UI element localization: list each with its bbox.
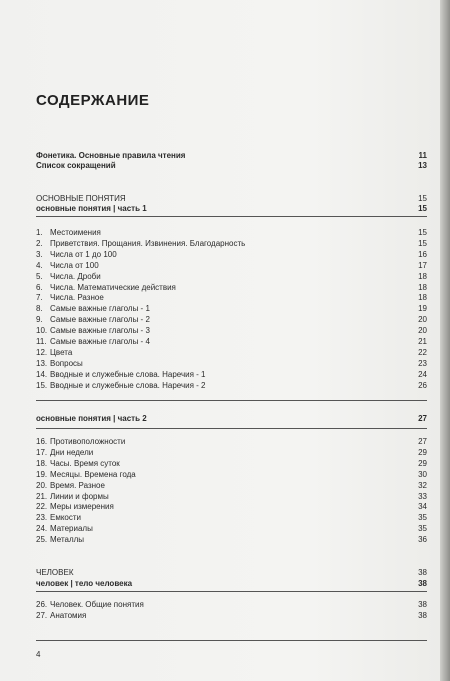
toc-item-number: 19.: [36, 469, 48, 479]
toc-item: [36, 481, 427, 491]
subsection-heading-human-body: [36, 579, 427, 589]
toc-entry-text: Список сокращений: [36, 161, 116, 170]
toc-item-page: 22: [418, 347, 427, 357]
toc-item-page: 30: [418, 469, 427, 479]
toc-entry-page: 11: [418, 151, 427, 160]
page-title: СОДЕРЖАНИЕ: [36, 92, 150, 109]
toc-item-text: Самые важные глаголы - 3: [50, 326, 150, 336]
toc-item-number: 2.: [36, 238, 43, 248]
toc-item: [36, 448, 427, 458]
toc-item-text: Самые важные глаголы - 4: [50, 337, 150, 346]
toc-item-text: Анатомия: [50, 610, 87, 620]
toc-item-text: Цвета: [50, 347, 73, 357]
toc-item-text: Числа от 100: [50, 260, 99, 270]
toc-item-number: 23.: [36, 513, 48, 523]
toc-item-page: 38: [418, 600, 427, 609]
toc-entry-text: Фонетика. Основные правила чтения: [36, 151, 186, 160]
toc-item-page: 23: [418, 358, 427, 368]
toc-item-page: 29: [418, 447, 427, 457]
toc-item-text: Линии и формы: [50, 491, 109, 501]
toc-item-page: 24: [418, 369, 427, 379]
toc-item-text: Емкости: [50, 513, 82, 523]
toc-item-page: 17: [418, 260, 427, 270]
toc-item-text: Числа. Дроби: [50, 271, 101, 281]
toc-item-number: 20.: [36, 480, 48, 490]
toc-item-text: Числа от 1 до 100: [50, 249, 117, 259]
toc-item-number: 15.: [36, 380, 48, 390]
toc-item-number: 16.: [36, 437, 48, 446]
section-heading-text: ОСНОВНЫЕ ПОНЯТИЯ: [36, 194, 126, 203]
toc-item-text: Меры измерения: [50, 502, 114, 512]
toc-item: [36, 359, 427, 369]
toc-item-number: 25.: [36, 535, 48, 545]
toc-item-page: 29: [418, 458, 427, 468]
toc-item-number: 3.: [36, 249, 43, 259]
toc-item-text: Противоположности: [50, 437, 126, 446]
toc-item: [36, 337, 427, 347]
toc-entry-page: 13: [418, 161, 427, 170]
toc-item-number: 7.: [36, 293, 43, 303]
toc-item: [36, 502, 427, 512]
toc-item: [36, 315, 427, 325]
toc-item-number: 9.: [36, 315, 43, 325]
toc-item: [36, 261, 427, 271]
toc-item-text: Вопросы: [50, 358, 83, 368]
toc-item-number: 13.: [36, 358, 48, 368]
toc-item-text: Числа. Математические действия: [50, 282, 176, 292]
toc-item-text: Вводные и служебные слова. Наречия - 1: [50, 369, 206, 379]
toc-item: [36, 492, 427, 502]
toc-item-text: Месяцы. Времена года: [50, 469, 136, 479]
toc-item-page: 38: [418, 610, 427, 620]
toc-item-number: 21.: [36, 491, 48, 501]
toc-item-page: 18: [418, 271, 427, 281]
toc-item-text: Дни недели: [50, 447, 94, 457]
toc-item: [36, 326, 427, 336]
toc-item-page: 19: [418, 304, 427, 314]
toc-item-page: 15: [418, 238, 427, 248]
toc-item: [36, 513, 427, 523]
toc-item-number: 5.: [36, 271, 43, 281]
section-heading-page: 15: [418, 194, 427, 203]
toc-item-number: 24.: [36, 524, 48, 534]
toc-item: [36, 283, 427, 293]
toc-item: [36, 600, 427, 610]
subsection-heading-text: основные понятия | часть 2: [36, 414, 147, 423]
page-number: 4: [36, 650, 41, 659]
toc-item-number: 6.: [36, 282, 43, 292]
subsection-heading-part1: [36, 204, 427, 214]
toc-item: [36, 437, 427, 447]
toc-item-text: Металлы: [50, 535, 85, 545]
toc-item-text: Самые важные глаголы - 1: [50, 304, 150, 314]
section-heading-text: ЧЕЛОВЕК: [36, 568, 74, 577]
toc-item-number: 27.: [36, 610, 48, 620]
section-divider: [36, 428, 427, 429]
subsection-heading-text: человек | тело человека: [36, 579, 133, 588]
toc-item-number: 18.: [36, 458, 48, 468]
toc-item-number: 22.: [36, 502, 48, 512]
toc-entry-phonetics: [36, 151, 427, 161]
subsection-heading-page: 38: [418, 579, 427, 588]
toc-item: [36, 381, 427, 391]
section-heading-basic-concepts: [36, 194, 427, 204]
toc-item-number: 26.: [36, 600, 48, 609]
toc-item: [36, 293, 427, 303]
toc-item-number: 11.: [36, 337, 47, 346]
toc-item-number: 17.: [36, 447, 48, 457]
toc-item-page: 27: [418, 437, 427, 446]
toc-item: [36, 470, 427, 480]
toc-item-page: 32: [418, 480, 427, 490]
toc-item-page: 18: [418, 293, 427, 303]
toc-item: [36, 611, 427, 621]
toc-item-page: 20: [418, 326, 427, 336]
subsection-heading-page: 27: [418, 414, 427, 423]
section-heading-page: 38: [418, 568, 427, 577]
toc-item-text: Числа. Разное: [50, 293, 104, 303]
toc-item-page: 18: [418, 282, 427, 292]
toc-item-page: 20: [418, 315, 427, 325]
toc-item-text: Самые важные глаголы - 2: [50, 315, 150, 325]
toc-item-page: 26: [418, 380, 427, 390]
section-heading-human: [36, 568, 427, 578]
toc-item-number: 14.: [36, 369, 48, 379]
toc-item-page: 16: [418, 249, 427, 259]
section-divider: [36, 216, 427, 217]
toc-item-number: 10.: [36, 326, 48, 336]
section-divider: [36, 591, 427, 592]
toc-item-text: Приветствия. Прощания. Извинения. Благодарность: [50, 238, 246, 248]
book-spine-shadow: [440, 0, 450, 681]
toc-item: [36, 524, 427, 534]
toc-item-page: 35: [418, 524, 427, 534]
footer-divider: [36, 640, 427, 641]
toc-item: [36, 250, 427, 260]
toc-item: [36, 348, 427, 358]
toc-item-text: Часы. Время суток: [50, 458, 120, 468]
toc-item-number: 4.: [36, 260, 43, 270]
toc-entry-abbreviations: [36, 161, 427, 171]
subsection-heading-part2: [36, 414, 427, 424]
toc-item-text: Вводные и служебные слова. Наречия - 2: [50, 380, 206, 390]
toc-item-page: 35: [418, 513, 427, 523]
toc-item: [36, 304, 427, 314]
section-divider: [36, 400, 427, 401]
subsection-heading-text: основные понятия | часть 1: [36, 204, 147, 213]
toc-item-page: 34: [418, 502, 427, 512]
toc-item-page: 36: [418, 535, 427, 545]
toc-item-text: Местоимения: [50, 228, 101, 237]
toc-item-text: Человек. Общие понятия: [50, 600, 144, 609]
toc-item-number: 1.: [36, 228, 43, 237]
toc-item: [36, 228, 427, 238]
toc-item-page: 21: [418, 337, 427, 346]
toc-item-text: Время. Разное: [50, 480, 105, 490]
toc-item-number: 8.: [36, 304, 43, 314]
toc-item-page: 33: [418, 491, 427, 501]
toc-item: [36, 459, 427, 469]
subsection-heading-page: 15: [418, 204, 427, 213]
toc-item: [36, 370, 427, 380]
toc-item: [36, 535, 427, 545]
toc-item-text: Материалы: [50, 524, 93, 534]
toc-item: [36, 272, 427, 282]
toc-item-number: 12.: [36, 347, 48, 357]
toc-item: [36, 239, 427, 249]
toc-item-page: 15: [418, 228, 427, 237]
